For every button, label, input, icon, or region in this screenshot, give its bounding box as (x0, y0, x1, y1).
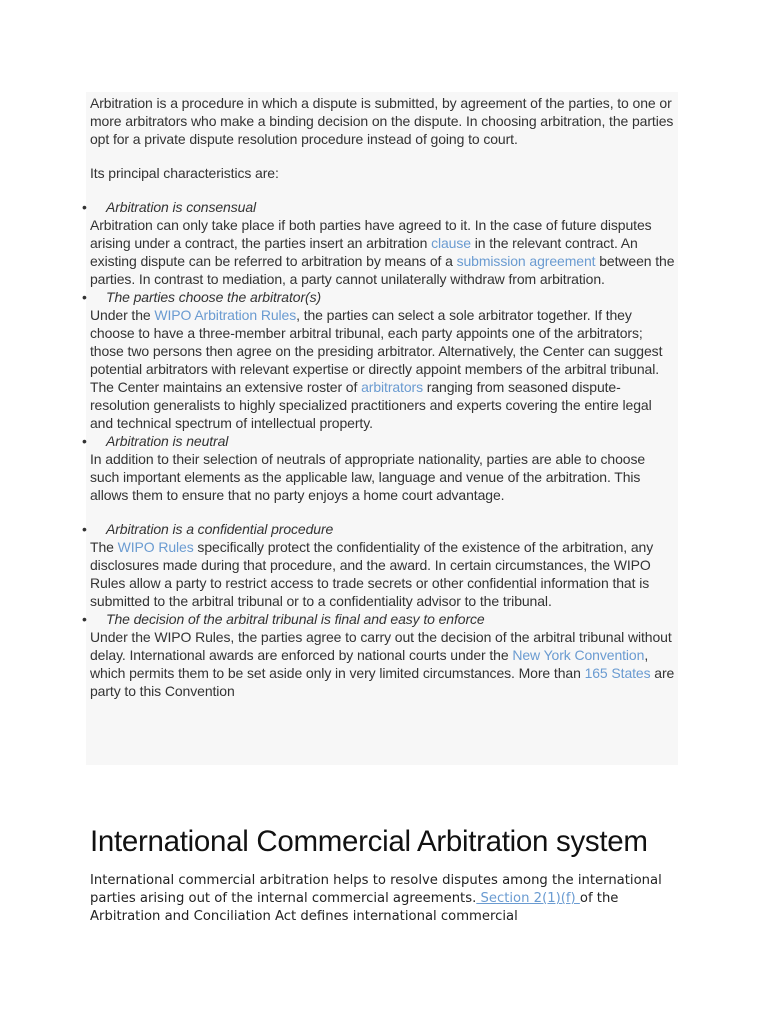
item-heading-consensual: • Arbitration is consensual (82, 199, 257, 215)
characteristics-lead: Its principal characteristics are: (90, 165, 279, 181)
clause-link[interactable]: clause (431, 235, 471, 251)
section-2-1-f-link[interactable]: Section 2(1)(f) (476, 891, 580, 906)
item-body-neutral: In addition to their selection of neutrals of appropriate nationality, parties are able to choose such important elements as the applicable law, language and venue of the arbitration. This allows them to ensure that no party enjoys a home court advantage. (90, 451, 646, 503)
wipo-arbitration-rules-link[interactable]: WIPO Arbitration Rules (154, 307, 297, 323)
bullet-icon: • (82, 199, 87, 215)
bullet-icon: • (82, 289, 87, 305)
165-states-link[interactable]: 165 States (584, 665, 651, 681)
item-heading-neutral: • Arbitration is neutral (82, 433, 229, 449)
item-heading-choose-arbitrators: • The parties choose the arbitrator(s) (82, 289, 322, 305)
arbitration-overview (82, 94, 678, 700)
arbitrators-link[interactable]: arbitrators (361, 379, 423, 395)
new-york-convention-link[interactable]: New York Convention (512, 647, 645, 663)
section-intro-paragraph: International commercial arbitration helps to resolve disputes among the international parties arising out of the internal commercial agreements. Section 2(1)(f) of the Arbitration and Conciliation Act defines international commercial (90, 873, 662, 924)
item-body-confidential: The WIPO Rules specifically protect the confidentiality of the existence of the arbitration, any disclosures made during that procedure, and the award. In certain circumstances, the WIPO Rules allow a party to restrict access to trade secrets or other confidential information that is submitted to the arbitral tribunal or to a confidentiality advisor to the tribunal. (90, 539, 654, 609)
section-heading: International Commercial Arbitration system (90, 825, 648, 858)
intro-paragraph: Arbitration is a procedure in which a dispute is submitted, by agreement of the parties, to one or more arbitrators who make a binding decision on the dispute. In choosing arbitration, the parties opt for a private dispute resolution procedure instead of going to court. (90, 95, 674, 147)
bullet-icon: • (82, 611, 87, 627)
item-body-consensual: Arbitration can only take place if both parties have agreed to it. In the case of future disputes arising under a contract, the parties insert an arbitration clause in the relevant contract. An existing dispute can be referred to arbitration by means of a submission agreement between the parties. In contrast to mediation, a party cannot unilaterally withdraw from arbitration. (90, 217, 675, 287)
item-body-choose-arbitrators: Under the WIPO Arbitration Rules, the parties can select a sole arbitrator together. If they choose to have a three-member arbitral tribunal, each party appoints one of the arbitrators; those two persons then agree on the presiding arbitrator. Alternatively, the Center can suggest potential arbitrators with relevant expertise or directly appoint members of the arbitral tribunal. The Center maintains an extensive roster of arbitrators ranging from seasoned dispute-resolution generalists to highly specialized practitioners and experts covering the entire legal and technical spectrum of intellectual property. (90, 307, 663, 431)
bullet-icon: • (82, 521, 87, 537)
item-heading-confidential: • Arbitration is a confidential procedure (82, 521, 334, 537)
bullet-icon: • (82, 433, 87, 449)
wipo-rules-link[interactable]: WIPO Rules (117, 539, 194, 555)
submission-agreement-link[interactable]: submission agreement (456, 253, 596, 269)
item-body-final: Under the WIPO Rules, the parties agree to carry out the decision of the arbitral tribunal without delay. International awards are enforced by national courts under the New York Convention, which permits them to be set aside only in very limited circumstances. More than 165 States are party to this Convention (90, 629, 675, 699)
item-heading-final: • The decision of the arbitral tribunal is final and easy to enforce (82, 611, 485, 627)
